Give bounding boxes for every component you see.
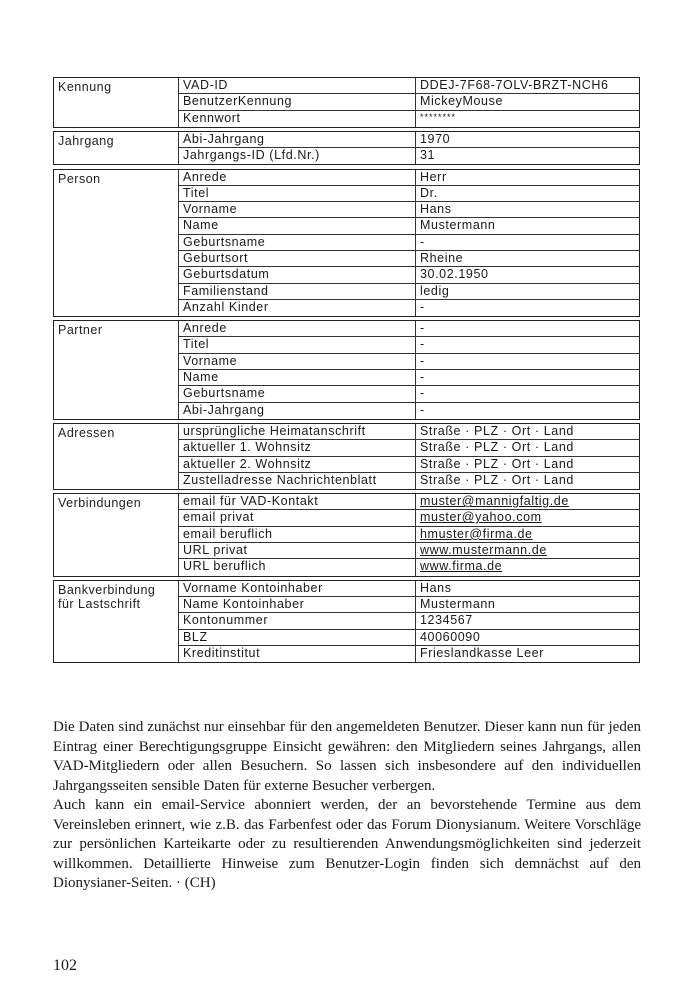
field-value: Mustermann — [420, 596, 496, 611]
field-value: Herr — [420, 169, 447, 184]
field-name: Abi-Jahrgang — [178, 132, 416, 147]
table-row — [178, 527, 640, 543]
field-value: Hans — [420, 202, 452, 217]
table-row — [178, 94, 640, 110]
field-value: 31 — [420, 148, 436, 163]
table-row — [178, 267, 640, 283]
table-row — [178, 251, 640, 267]
table-row — [178, 111, 640, 127]
field-name: Geburtsname — [178, 386, 416, 401]
section-5 — [53, 493, 640, 577]
table-row — [178, 370, 640, 386]
field-value: Hans — [420, 580, 452, 595]
table-row — [178, 132, 640, 148]
field-name: Anrede — [178, 321, 416, 336]
field-value: - — [420, 370, 425, 385]
section-label: Verbindungen — [58, 496, 142, 511]
table-row — [178, 440, 640, 456]
field-name: Kreditinstitut — [178, 646, 416, 662]
table-row — [178, 543, 640, 559]
table-row — [178, 235, 640, 251]
field-name: email privat — [178, 510, 416, 525]
field-name: Name Kontoinhaber — [178, 597, 416, 612]
field-name: Geburtsort — [178, 251, 416, 266]
field-name: Familienstand — [178, 284, 416, 299]
field-value: - — [420, 299, 425, 314]
field-value: 30.02.1950 — [420, 267, 489, 282]
field-value[interactable]: www.firma.de — [420, 559, 503, 574]
table-row — [178, 597, 640, 613]
field-name: BenutzerKennung — [178, 94, 416, 109]
field-name: aktueller 1. Wohnsitz — [178, 440, 416, 455]
field-name: URL beruflich — [178, 559, 416, 575]
table-row — [178, 202, 640, 218]
page-number: 102 — [53, 957, 77, 974]
field-name: Vorname — [178, 202, 416, 217]
section-2 — [53, 169, 640, 318]
table-row — [178, 424, 640, 440]
field-value: - — [420, 337, 425, 352]
field-value: 1234567 — [420, 613, 473, 628]
field-value: 40060090 — [420, 629, 481, 644]
field-name: Anzahl Kinder — [178, 300, 416, 316]
field-name: URL privat — [178, 543, 416, 558]
field-name: Anrede — [178, 170, 416, 185]
field-name: Abi-Jahrgang — [178, 403, 416, 419]
table-row — [178, 337, 640, 353]
section-label: Bankverbindung für Lastschrift — [58, 582, 156, 611]
field-value: - — [420, 402, 425, 417]
table-row — [178, 581, 640, 597]
table-row — [178, 354, 640, 370]
field-name: Titel — [178, 186, 416, 201]
section-label: Adressen — [58, 426, 115, 440]
body-text — [53, 718, 641, 894]
section-3 — [53, 320, 640, 420]
field-value: Straße · PLZ · Ort · Land — [420, 472, 574, 487]
field-name: email für VAD-Kontakt — [178, 494, 416, 509]
table-row — [178, 403, 640, 419]
field-name: Geburtsname — [178, 235, 416, 250]
table-row — [178, 473, 640, 489]
field-value: ledig — [420, 283, 450, 298]
table-row — [178, 170, 640, 186]
table-row — [178, 613, 640, 629]
field-name: BLZ — [178, 630, 416, 645]
field-name: aktueller 2. Wohnsitz — [178, 457, 416, 472]
section-label: Person — [58, 171, 101, 186]
field-value: Frieslandkasse Leer — [420, 645, 544, 660]
table-row — [178, 510, 640, 526]
field-value: DDEJ-7F68-7OLV-BRZT-NCH6 — [420, 78, 609, 92]
paragraph: Auch kann ein email-Service abonniert werden, der an bevorstehende Termine aus dem Vereinsleben erinnert, wie z.B. das Farbenfest oder das Forum Dionysianum. Weitere Vorschläge zur persönlichen Karteikarte oder zu resultierenden Anwendungsmöglichkeiten sind jederzeit willkommen. Detaillierte Hinweise zum Benutzer-Login finden sich demnächst auf den Dionysianer-Seiten. · (CH) — [53, 797, 641, 891]
field-value: Dr. — [420, 185, 438, 200]
field-value[interactable]: hmuster@firma.de — [420, 526, 533, 541]
table-row — [178, 78, 640, 94]
field-name: VAD-ID — [178, 78, 416, 93]
table-row — [178, 300, 640, 316]
paragraph: Die Daten sind zunächst nur einsehbar für den angemeldeten Benutzer. Dieser kann nun für jeden Eintrag einer Berechtigungsgruppe Einsicht gewähren: den Mitgliedern seines Jahrgangs, allen VAD-Mitgliedern oder allen Besuchern. So lassen sich insbesondere auf den individuellen Jahrgangsseiten sensible Daten für externe Besucher verbergen. — [53, 719, 641, 794]
field-value: Rheine — [420, 251, 464, 265]
table-row — [178, 630, 640, 646]
table-row — [178, 321, 640, 337]
field-value: - — [420, 321, 425, 336]
field-value[interactable]: muster@mannigfaltig.de — [420, 494, 569, 509]
table-row — [178, 284, 640, 300]
field-name: Kennwort — [178, 111, 416, 127]
section-label: Jahrgang — [58, 133, 115, 148]
table-row — [178, 386, 640, 402]
field-value: MickeyMouse — [420, 94, 504, 109]
section-0 — [53, 77, 640, 128]
section-4 — [53, 423, 640, 490]
field-name: Name — [178, 370, 416, 385]
table-row — [178, 218, 640, 234]
profile-form-table — [53, 77, 640, 666]
field-value[interactable]: www.mustermann.de — [420, 543, 547, 558]
table-row — [178, 559, 640, 575]
section-label: Partner — [58, 323, 103, 338]
field-value: Straße · PLZ · Ort · Land — [420, 440, 574, 455]
field-value: 1970 — [420, 131, 451, 146]
field-value: Straße · PLZ · Ort · Land — [420, 456, 574, 471]
field-name: Zustelladresse Nachrichtenblatt — [178, 473, 416, 489]
section-1 — [53, 131, 640, 166]
table-row — [178, 457, 640, 473]
table-row — [178, 494, 640, 510]
table-row — [178, 148, 640, 164]
field-value: - — [420, 234, 425, 249]
field-name: Geburtsdatum — [178, 267, 416, 282]
field-value: Straße · PLZ · Ort · Land — [420, 424, 574, 438]
field-name: Jahrgangs-ID (Lfd.Nr.) — [178, 148, 416, 164]
table-row — [178, 186, 640, 202]
field-name: Kontonummer — [178, 613, 416, 628]
field-name: Titel — [178, 337, 416, 352]
field-name: Vorname — [178, 354, 416, 369]
field-value[interactable]: muster@yahoo.com — [420, 510, 542, 525]
field-name: Vorname Kontoinhaber — [178, 581, 416, 596]
table-row — [178, 646, 640, 662]
field-value: Mustermann — [420, 218, 496, 233]
field-name: ursprüngliche Heimatanschrift — [178, 424, 416, 439]
field-value: - — [420, 386, 425, 401]
section-6 — [53, 580, 640, 664]
field-name: email beruflich — [178, 527, 416, 542]
field-value: - — [420, 353, 425, 368]
field-name: Name — [178, 218, 416, 233]
section-label: Kennung — [58, 80, 112, 94]
field-value: ******** — [420, 111, 457, 122]
